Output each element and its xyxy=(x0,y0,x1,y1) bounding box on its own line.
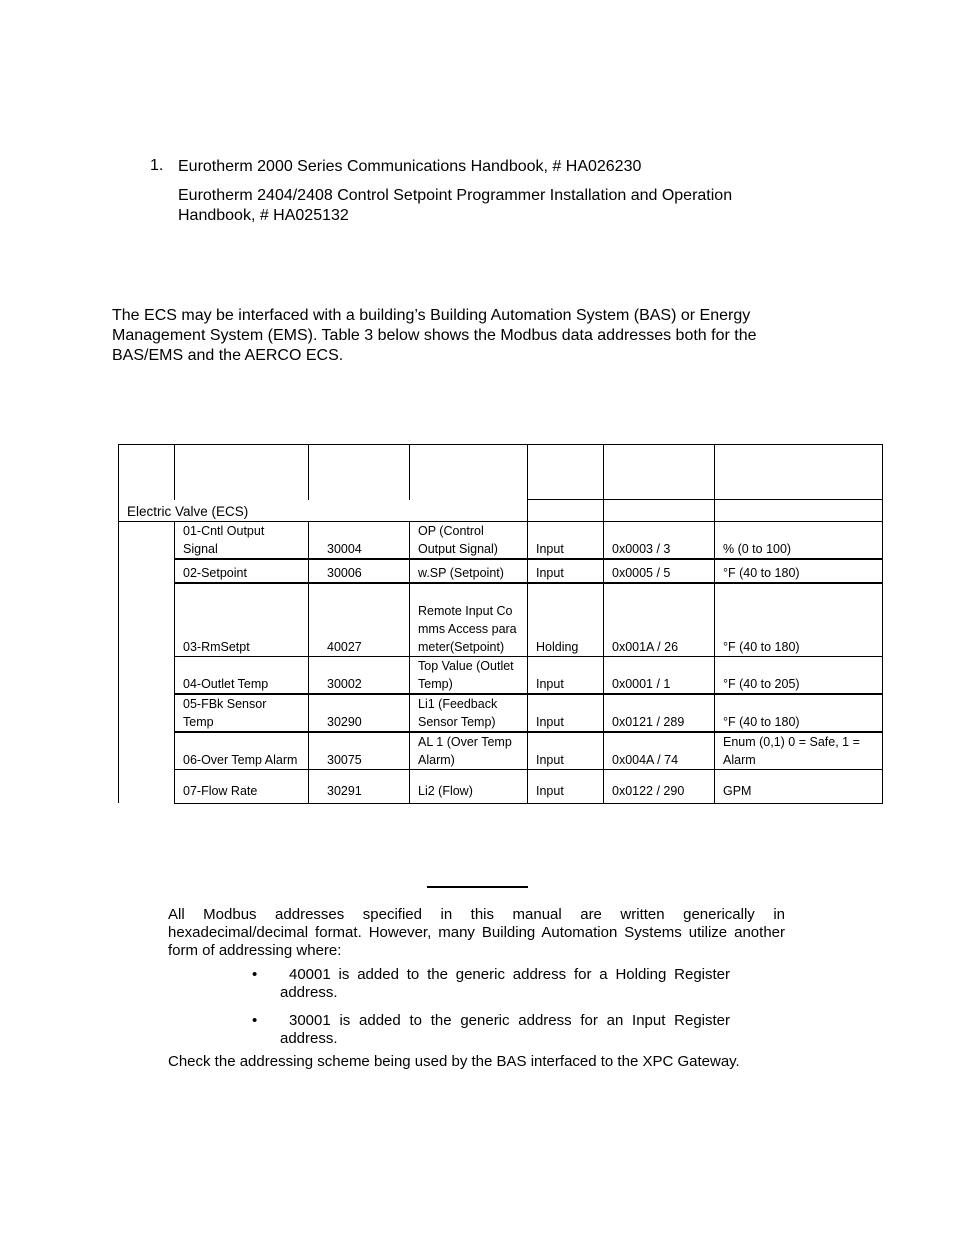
cell-range: °F (40 to 180) xyxy=(715,583,883,656)
reference-line-2: Eurotherm 2404/2408 Control Setpoint Programmer Installation and Operation xyxy=(178,187,733,204)
cell-bas-address: 30075 xyxy=(309,732,410,770)
cell-name: 07-Flow Rate xyxy=(175,769,309,803)
table-header-row xyxy=(119,445,883,500)
cell-parameter: Li2 (Flow) xyxy=(410,769,528,803)
note-paragraph: All Modbus addresses specified in this manual are written generically in hexadecimal/decimal format. However, many Building Automation Systems utilize another form of addressing where: xyxy=(168,906,785,959)
cell-range: °F (40 to 180) xyxy=(715,694,883,732)
cell-hex-dec: 0x001A / 26 xyxy=(604,583,715,656)
reference-number: 1. xyxy=(150,157,164,174)
heading-underline xyxy=(427,886,528,888)
cell-bas-address: 30290 xyxy=(309,694,410,732)
bullet-holding-register: 40001 is added to the generic address for a Holding Register address. xyxy=(280,966,730,1001)
reference-line-1: Eurotherm 2000 Series Communications Handbook, # HA026230 xyxy=(178,158,642,175)
cell-type: Input xyxy=(528,732,604,770)
cell-parameter: Top Value (Outlet Temp) xyxy=(410,656,528,694)
cell-hex-dec: 0x004A / 74 xyxy=(604,732,715,770)
bullet-input-register: 30001 is added to the generic address for an Input Register address. xyxy=(280,1012,730,1047)
table-row xyxy=(119,583,883,656)
cell-name: 03-RmSetpt xyxy=(175,583,309,656)
bullet-symbol: • xyxy=(252,966,258,983)
cell-parameter: OP (Control Output Signal) xyxy=(410,522,528,560)
cell-type: Input xyxy=(528,559,604,583)
bullet-symbol: • xyxy=(252,1012,258,1029)
cell-bas-address: 30291 xyxy=(309,769,410,803)
table-row xyxy=(119,522,883,560)
cell-range: % (0 to 100) xyxy=(715,522,883,560)
cell-bas-address: 30004 xyxy=(309,522,410,560)
closing-sentence: Check the addressing scheme being used by the BAS interfaced to the XPC Gateway. xyxy=(168,1053,740,1070)
cell-parameter: w.SP (Setpoint) xyxy=(410,559,528,583)
cell-range: °F (40 to 205) xyxy=(715,656,883,694)
table-row xyxy=(119,694,883,732)
cell-name: 05-FBk Sensor Temp xyxy=(175,694,309,732)
cell-range: GPM xyxy=(715,769,883,803)
table-row xyxy=(119,769,883,803)
cell-type: Input xyxy=(528,656,604,694)
cell-bas-address: 30002 xyxy=(309,656,410,694)
table-group-row xyxy=(119,500,883,522)
table-row xyxy=(119,559,883,583)
table-row xyxy=(119,732,883,770)
cell-bas-address: 40027 xyxy=(309,583,410,656)
intro-paragraph: The ECS may be interfaced with a building’s Building Automation System (BAS) or Energy Management System (EMS). Table 3 below shows the Modbus data addresses both for the BAS/EMS and the AERCO ECS. xyxy=(112,307,757,364)
cell-hex-dec: 0x0121 / 289 xyxy=(604,694,715,732)
cell-range: °F (40 to 180) xyxy=(715,559,883,583)
cell-name: 06-Over Temp Alarm xyxy=(175,732,309,770)
cell-name: 02-Setpoint xyxy=(175,559,309,583)
cell-hex-dec: 0x0005 / 5 xyxy=(604,559,715,583)
reference-line-3: Handbook, # HA025132 xyxy=(178,207,349,224)
cell-parameter: Li1 (Feedback Sensor Temp) xyxy=(410,694,528,732)
cell-parameter: AL 1 (Over Temp Alarm) xyxy=(410,732,528,770)
cell-range: Enum (0,1) 0 = Safe, 1 = Alarm xyxy=(715,732,883,770)
cell-parameter: Remote Input Comms Access parameter(Setpoint) xyxy=(410,583,528,656)
table-row xyxy=(119,656,883,694)
cell-hex-dec: 0x0122 / 290 xyxy=(604,769,715,803)
cell-hex-dec: 0x0001 / 1 xyxy=(604,656,715,694)
modbus-address-table xyxy=(118,444,883,804)
cell-name: 01-Cntl Output Signal xyxy=(175,522,309,560)
cell-type: Holding xyxy=(528,583,604,656)
group-label: Electric Valve (ECS) xyxy=(119,500,528,522)
cell-hex-dec: 0x0003 / 3 xyxy=(604,522,715,560)
cell-type: Input xyxy=(528,769,604,803)
cell-type: Input xyxy=(528,694,604,732)
cell-type: Input xyxy=(528,522,604,560)
cell-bas-address: 30006 xyxy=(309,559,410,583)
cell-name: 04-Outlet Temp xyxy=(175,656,309,694)
